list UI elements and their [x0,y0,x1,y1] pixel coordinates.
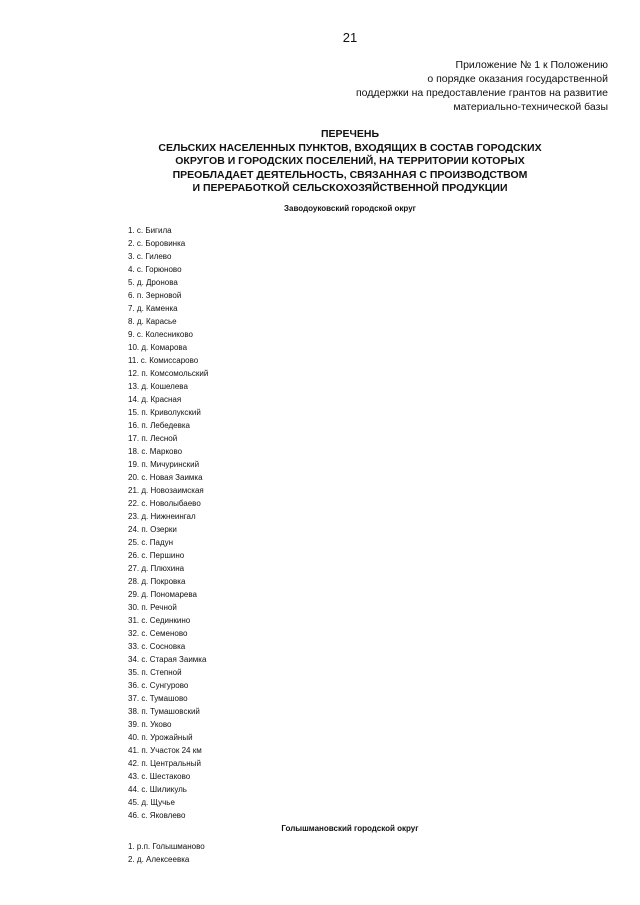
list-item: 2. д. Алексеевка [128,855,190,864]
list-item: 45. д. Щучье [128,798,175,807]
list-item: 32. с. Семеново [128,629,188,638]
list-item: 46. с. Яковлево [128,811,186,820]
list-item: 35. п. Степной [128,668,182,677]
list-item: 36. с. Сунгурово [128,681,189,690]
list-item: 44. с. Шиликуль [128,785,187,794]
list-item: 1. р.п. Голышманово [128,842,205,851]
list-item: 9. с. Колесниково [128,330,193,339]
list-item: 42. п. Центральный [128,759,201,768]
list-item: 31. с. Сединкино [128,616,191,625]
list-item: 18. с. Марково [128,447,183,456]
list-item: 16. п. Лебедевка [128,421,190,430]
list-item: 12. п. Комсомольский [128,369,209,378]
list-item: 39. п. Уково [128,720,172,729]
title-line: ОКРУГОВ И ГОРОДСКИХ ПОСЕЛЕНИЙ, НА ТЕРРИТОРИИ КОТОРЫХ [175,155,525,167]
list-item: 17. п. Лесной [128,434,178,443]
list-item: 11. с. Комиссарово [128,356,199,365]
list-item: 5. д. Дронова [128,278,178,287]
title-line: И ПЕРЕРАБОТКОЙ СЕЛЬСКОХОЗЯЙСТВЕННОЙ ПРОДУКЦИИ [192,182,508,194]
list-item: 37. с. Тумашово [128,694,188,703]
list-item: 4. с. Горюново [128,265,182,274]
list-item: 34. с. Старая Заимка [128,655,207,664]
list-item: 21. д. Новозаимская [128,486,204,495]
list-item: 19. п. Мичуринский [128,460,200,469]
list-item: 25. с. Падун [128,538,174,547]
list-item: 27. д. Плюхина [128,564,185,573]
list-item: 43. с. Шестаково [128,772,191,781]
list-item: 2. с. Боровинка [128,239,186,248]
list-item: 28. д. Покровка [128,577,186,586]
appendix-line: материально-технической базы [453,101,608,113]
appendix-note [356,58,608,114]
list-item: 24. п. Озерки [128,525,177,534]
title-line: ПЕРЕЧЕНЬ [320,128,380,140]
list-item: 13. д. Кошелева [128,382,188,391]
title-line: СЕЛЬСКИХ НАСЕЛЕННЫХ ПУНКТОВ, ВХОДЯЩИХ В СОСТАВ ГОРОДСКИХ [158,141,542,154]
document-title [0,128,640,196]
settlement-list-golyshmanovsky [128,840,205,866]
list-item: 15. п. Криволукский [128,408,201,417]
appendix-line: поддержки на предоставление грантов на развитие [355,87,608,99]
title-line: ПРЕОБЛАДАЕТ ДЕЯТЕЛЬНОСТЬ, СВЯЗАННАЯ С ПРОИЗВОДСТВОМ [172,168,528,181]
list-item: 41. п. Участок 24 км [128,746,202,755]
appendix-line: о порядке оказания государственной [427,73,608,85]
list-item: 23. д. Нижнеингал [128,512,196,521]
appendix-line: Приложение № 1 к Положению [455,59,608,71]
list-item: 40. п. Урожайный [128,733,193,742]
list-item: 22. с. Новолыбаево [128,499,201,508]
section-heading-golyshmanovsky: Голышмановский городской округ [281,824,419,833]
list-item: 6. п. Зерновой [128,291,182,300]
list-item: 1. с. Бигила [128,226,172,235]
list-item: 14. д. Красная [128,395,182,404]
list-item: 26. с. Першино [128,551,185,560]
page-number: 21 [342,30,358,45]
list-item: 8. д. Карасье [128,317,177,326]
settlement-list-zavodoukovsky [128,224,208,822]
list-item: 38. п. Тумашовский [128,707,200,716]
list-item: 10. д. Комарова [128,343,188,352]
list-item: 3. с. Гилево [128,252,172,261]
section-heading-zavodoukovsky: Заводоуковский городской округ [284,204,416,213]
list-item: 29. д. Пономарева [128,590,197,599]
list-item: 33. с. Сосновка [128,642,186,651]
list-item: 30. п. Речной [128,603,177,612]
list-item: 7. д. Каменка [128,304,178,313]
list-item: 20. с. Новая Заимка [128,473,203,482]
